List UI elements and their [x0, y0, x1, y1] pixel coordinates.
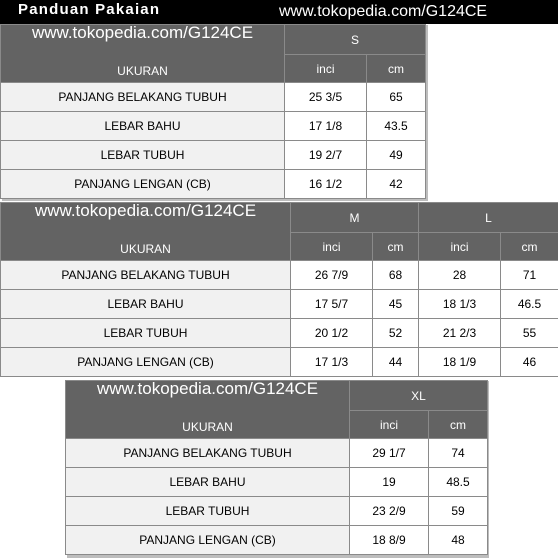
row-label: LEBAR TUBUH [1, 319, 291, 348]
header-url: www.tokopedia.com/G124CE [279, 3, 488, 20]
cell-inci: 17 1/8 [285, 112, 367, 141]
table-row [1, 83, 426, 112]
row-label: PANJANG BELAKANG TUBUH [1, 83, 285, 112]
cell-cm: 46.5 [501, 290, 558, 319]
cell-inci: 23 2/9 [350, 497, 429, 526]
table-row [1, 348, 558, 377]
page-title: Panduan Pakaian [18, 1, 161, 18]
ukuran-label: UKURAN [120, 242, 171, 256]
size-table-m-l [0, 202, 558, 377]
cell-cm: 71 [501, 261, 558, 290]
watermark: www.tokopedia.com/G124CE [96, 380, 319, 398]
cell-cm: 48.5 [429, 468, 488, 497]
row-label: LEBAR BAHU [1, 290, 291, 319]
ukuran-label: UKURAN [117, 64, 168, 78]
table-row [1, 112, 426, 141]
cell-cm: 55 [501, 319, 558, 348]
row-label: LEBAR TUBUH [66, 497, 350, 526]
table-row [1, 170, 426, 199]
cell-inci: 26 7/9 [291, 261, 373, 290]
cell-cm: 43.5 [367, 112, 426, 141]
row-label: LEBAR BAHU [1, 112, 285, 141]
unit-cm-header: cm [373, 233, 419, 261]
cell-cm: 74 [429, 439, 488, 468]
size-header: S [285, 25, 426, 55]
cell-inci: 18 8/9 [350, 526, 429, 555]
cell-cm: 45 [373, 290, 419, 319]
unit-cm-header: cm [367, 55, 426, 83]
row-label: LEBAR BAHU [66, 468, 350, 497]
header-bar [0, 0, 558, 24]
watermark: www.tokopedia.com/G124CE [34, 202, 257, 220]
cell-inci: 19 [350, 468, 429, 497]
row-label: PANJANG LENGAN (CB) [1, 170, 285, 199]
cell-inci: 17 5/7 [291, 290, 373, 319]
unit-inci-header: inci [419, 233, 501, 261]
cell-cm: 42 [367, 170, 426, 199]
cell-inci: 29 1/7 [350, 439, 429, 468]
cell-inci: 19 2/7 [285, 141, 367, 170]
cell-inci: 20 1/2 [291, 319, 373, 348]
size-header: L [419, 203, 558, 233]
ukuran-header [66, 381, 350, 439]
cell-inci: 18 1/3 [419, 290, 501, 319]
cell-inci: 21 2/3 [419, 319, 501, 348]
cell-inci: 28 [419, 261, 501, 290]
size-table-xl [65, 380, 488, 555]
row-label: PANJANG LENGAN (CB) [66, 526, 350, 555]
row-label: LEBAR TUBUH [1, 141, 285, 170]
size-header: M [291, 203, 419, 233]
cell-cm: 49 [367, 141, 426, 170]
table-row [66, 526, 488, 555]
cell-inci: 18 1/9 [419, 348, 501, 377]
cell-cm: 46 [501, 348, 558, 377]
cell-cm: 44 [373, 348, 419, 377]
size-table-s [0, 24, 426, 199]
table-row [66, 468, 488, 497]
watermark: www.tokopedia.com/G124CE [31, 24, 254, 42]
cell-inci: 17 1/3 [291, 348, 373, 377]
unit-inci-header: inci [285, 55, 367, 83]
ukuran-header [1, 203, 291, 261]
cell-cm: 65 [367, 83, 426, 112]
row-label: PANJANG BELAKANG TUBUH [66, 439, 350, 468]
ukuran-label: UKURAN [182, 420, 233, 434]
cell-inci: 16 1/2 [285, 170, 367, 199]
unit-inci-header: inci [291, 233, 373, 261]
cell-cm: 59 [429, 497, 488, 526]
ukuran-header [1, 25, 285, 83]
unit-cm-header: cm [429, 411, 488, 439]
table-row [1, 319, 558, 348]
table-row [66, 439, 488, 468]
unit-inci-header: inci [350, 411, 429, 439]
cell-cm: 52 [373, 319, 419, 348]
table-row [1, 261, 558, 290]
row-label: PANJANG LENGAN (CB) [1, 348, 291, 377]
cell-cm: 48 [429, 526, 488, 555]
table-row [1, 290, 558, 319]
cell-inci: 25 3/5 [285, 83, 367, 112]
table-row [66, 497, 488, 526]
row-label: PANJANG BELAKANG TUBUH [1, 261, 291, 290]
cell-cm: 68 [373, 261, 419, 290]
table-row [1, 141, 426, 170]
unit-cm-header: cm [501, 233, 558, 261]
size-header: XL [350, 381, 488, 411]
